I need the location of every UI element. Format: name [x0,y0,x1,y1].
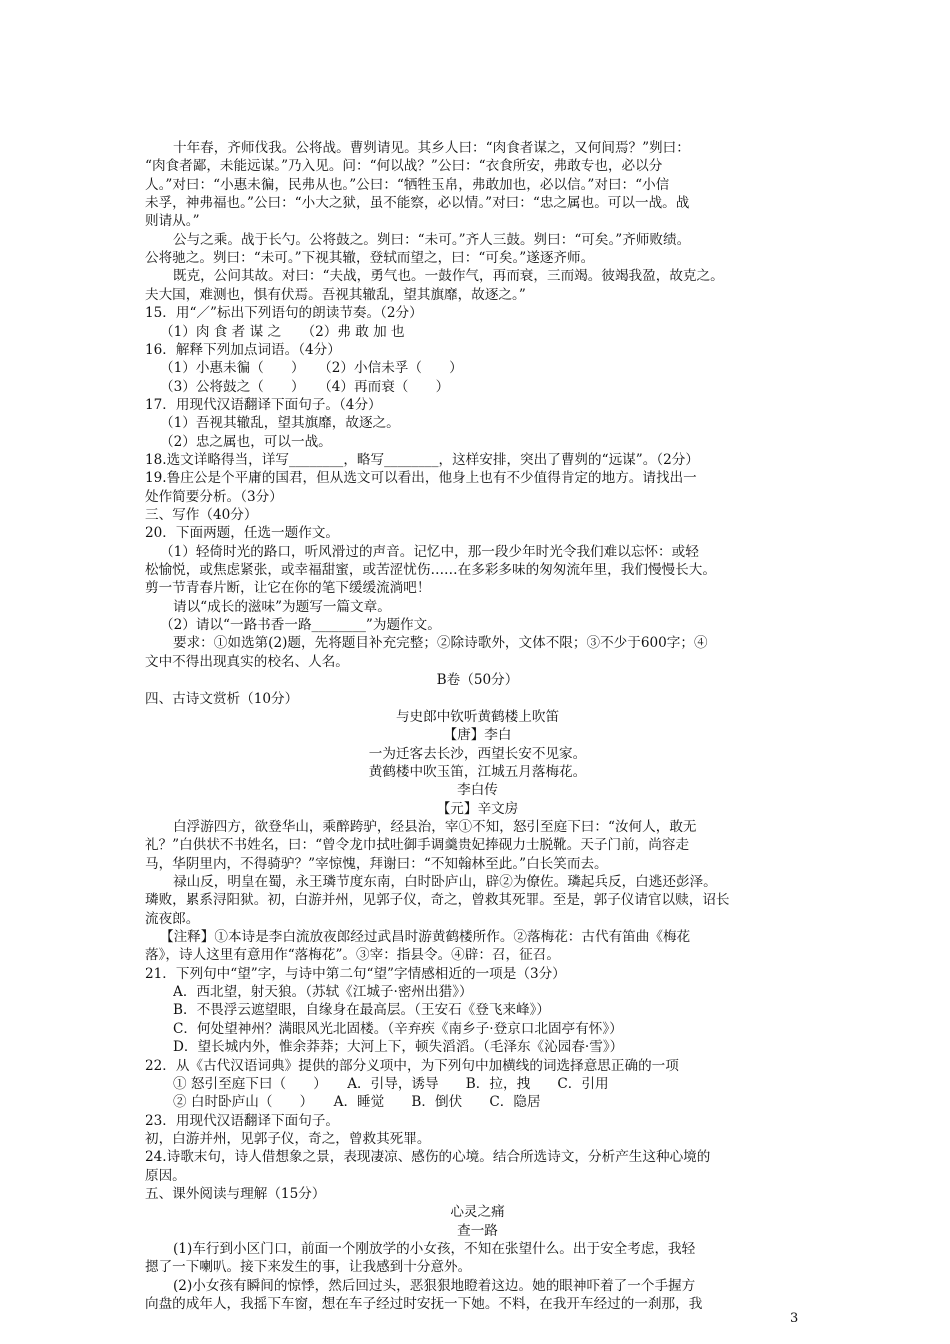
paragraph-line: (2)小女孩有瞬间的惊悸，然后回过头，恶狠狠地瞪着这边。她的眼神吓着了一个手握方 [173,1277,696,1294]
option-a: A．西北望，射天狼。（苏轼《江城子·密州出猎》） [173,984,473,1001]
paragraph-line: (1)车行到小区门口，前面一个刚放学的小女孩，不知在张望什么。出于安全考虑，我轻 [173,1241,696,1257]
paragraph-line: 向盘的成年人，我摇下车窗，想在车子经过时安抚一下她。不料，在我开车经过的一刹那，我 [145,1296,703,1312]
text-line: 剪一节青春片断，让它在你的笔下缓缓流淌吧！ [145,580,431,597]
text-line: 白浮游四方，欲登华山，乘醉跨驴，经县治，宰①不知，怒引至庭下曰：“汝何人，敢无 [173,818,697,835]
section-heading: 五、课外阅读与理解（15分） [145,1185,326,1202]
option-b: B．不畏浮云遮望眼，自缘身在最高层。（王安石《登飞来峰》） [173,1002,551,1019]
text-line: 公与之乘。战于长勺。公将鼓之。刿曰：“未可。”齐人三鼓。刿曰：“可矣。”齐师败绩。 [173,231,691,248]
text-line: 松愉悦，或焦虑紧张，或幸福甜蜜，或苦涩忧伤……在多彩多味的匆匆流年里，我们慢慢长大。 [145,562,716,578]
text-line: 未孚，神弗福也。”公曰：“小大之狱，虽不能察，必以情。”对曰：“忠之属也。可以一战。战 [145,195,690,211]
poem-author: 【唐】李白 [443,727,512,744]
option-d: D．望长城内外，惟余莽莽；大河上下，顿失滔滔。（毛泽东《沁园春·雪》） [173,1039,624,1056]
prose-author: 【元】辛文房 [436,800,519,817]
text-line: ② 白时卧庐山（ ） A．睡觉 B．倒伏 C．隐居 [173,1094,541,1111]
option-c: C．何处望神州？满眼风光北固楼。（辛弃疾《南乡子·登京口北固亭有怀》） [173,1020,623,1037]
text-line: （1）轻倚时光的路口，听风滑过的声音。记忆中，那一段少年时光令我们难以忘怀：或轻 [160,543,699,560]
text-line: （1）吾视其辙乱，望其旗靡，故逐之。 [160,415,400,432]
question-16: 16．解释下列加点词语。（4分） [145,341,341,358]
text-line: 处作简要分析。（3分） [145,488,283,505]
text-line: 既克，公问其故。对曰：“夫战，勇气也。一鼓作气，再而衰，三而竭。彼竭我盈，故克之。 [173,268,724,285]
text-line: 请以“成长的滋味”为题写一篇文章。 [173,598,391,615]
text-line: 礼？”白供状不书姓名，曰：“曾令龙巾拭吐御手调羹贵妃捧砚力士脱靴。天子门前，尚容走 [145,837,690,854]
text-line: 马，华阴里内，不得骑驴？”宰惊愧，拜谢曰：“不知翰林至此。”白长笑而去。 [145,855,608,872]
question-17: 17．用现代汉语翻译下面句子。（4分） [145,396,382,413]
question-22: 22．从《古代汉语词典》提供的部分义项中，为下列句中加横线的词选择意思正确的一项 [145,1057,679,1074]
prose-title: 李白传 [457,782,498,799]
question-19: 19.鲁庄公是个平庸的国君，但从选文可以看出，他身上也有不少值得肯定的地方。请找出一 [145,470,697,487]
question-21: 21．下列句中“望”字，与诗中第二句“望”字情感相近的一项是（3分） [145,965,566,982]
text-line: 落》，诗人这里有意用作“落梅花”。③宰：指县令。④辟：召，征召。 [145,947,560,964]
text-line: 十年春，齐师伐我。公将战。曹刿请见。其乡人曰：“肉食者谋之，又何间焉？”刿曰： [173,140,690,156]
page-number: 3 [790,1311,799,1326]
poem-line: 一为迁客去长沙，西望长安不见家。 [368,745,587,762]
poem-title: 与史郎中钦听黄鹤楼上吹笛 [395,708,560,725]
section-heading: 三、写作（40分） [145,507,258,523]
text-line: （1）肉 食 者 谋 之 （2）弗 敢 加 也 [160,323,405,340]
annotation: 【注释】①本诗是李白流放夜郎经过武昌时游黄鹤楼所作。②落梅花：古代有笛曲《梅花 [160,929,691,945]
text-line: 原因。 [145,1167,186,1184]
text-line: 则请从。” [145,213,200,230]
poem-line: 黄鹤楼中吹玉笛，江城五月落梅花。 [368,763,587,780]
text-line: 流夜郎。 [145,910,200,927]
text-line: ① 怒引至庭下曰（ ） A．引导，诱导 B．拉，拽 C．引用 [173,1075,609,1092]
paragraph-line: 摁了一下喇叭。接下来发生的事，让我感到十分意外。 [145,1259,472,1276]
text-line: （3）公将鼓之（ ） （4）再而衰（ ） [160,378,450,395]
text-line: 璘败，累系浔阳狱。初，白游并州，见郭子仪，奇之，曾救其死罪。至是，郭子仪请官以赎，诏长 [145,892,730,909]
text-line: （2）请以“一路书香一路________”为题作文。 [160,617,441,634]
question-23: 23．用现代汉语翻译下面句子。 [145,1112,340,1129]
text-line: 公将驰之。刿曰：“未可。”下视其辙，登轼而望之，曰：“可矣。”遂逐齐师。 [145,250,595,267]
article-title: 心灵之痛 [450,1204,505,1221]
question-18: 18.选文详略得当，详写________，略写________，这样安排，突出了曹刿的“远谋”。（2分） [145,451,699,468]
section-heading: 四、古诗文赏析（10分） [145,690,299,707]
question-15: 15．用“／”标出下列语句的朗读节奏。（2分） [145,305,423,322]
section-title: B卷（50分） [436,672,519,689]
article-author: 查一路 [457,1222,498,1239]
text-line: 要求：①如选第(2)题，先将题目补充完整；②除诗歌外，文体不限；③不少于600字；④ [173,635,708,652]
text-line: （2）忠之属也，可以一战。 [160,433,332,450]
question-20: 20．下面两题，任选一题作文。 [145,525,340,542]
text-line: （1）小惠未徧（ ） （2）小信未孚（ ） [160,360,463,377]
text-line: 文中不得出现真实的校名、人名。 [145,653,349,670]
text-line: 人。”对曰：“小惠未徧，民弗从也。”公曰：“牺牲玉帛，弗敢加也，必以信。”对曰：“小信 [145,176,670,193]
text-line: 夫大国，难测也，惧有伏焉。吾视其辙乱，望其旗靡，故逐之。” [145,286,526,303]
text-line: “肉食者鄙，未能远谋。”乃入见。问：“何以战？”公曰：“衣食所安，弗敢专也，必以分 [145,158,663,175]
question-24: 24.诗歌末句，诗人借想象之景，表现凄凉、感伤的心境。结合所选诗文，分析产生这种心境的 [145,1149,711,1166]
text-line: 初，白游并州，见郭子仪，奇之，曾救其死罪。 [145,1130,431,1147]
text-line: 禄山反，明皇在蜀，永王璘节度东南，白时卧庐山，辟②为僚佐。璘起兵反，白逃还彭泽。 [173,874,717,890]
